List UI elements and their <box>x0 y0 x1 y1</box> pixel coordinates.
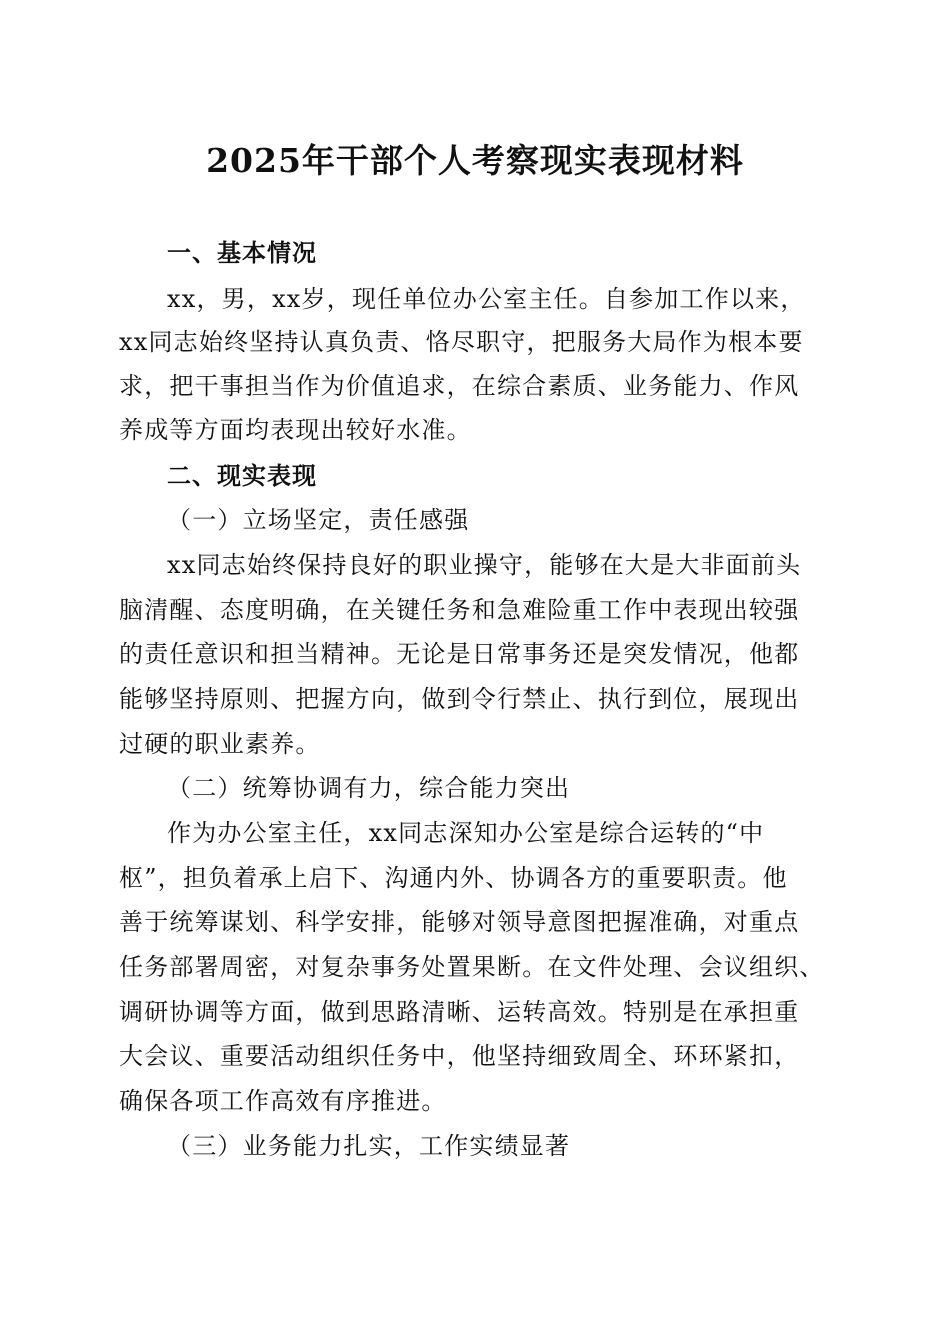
paragraph-line: 求，把干事担当作为价值追求，在综合素质、业务能力、作风 <box>119 372 800 400</box>
document-title: 2025年干部个人考察现实表现材料 <box>206 141 744 180</box>
paragraph-line: 脑清醒、态度明确，在关键任务和急难险重工作中表现出较强 <box>119 596 800 624</box>
paragraph-line: 确保各项工作高效有序推进。 <box>119 1087 447 1115</box>
paragraph-line: 作为办公室主任，xx同志深知办公室是综合运转的“中 <box>167 819 765 847</box>
paragraph-line: 的责任意识和担当精神。无论是日常事务还是突发情况，他都 <box>119 640 800 668</box>
paragraph-line: 善于统筹谋划、科学安排，能够对领导意图把握准确，对重点 <box>119 908 800 936</box>
subsection-heading-1: （一）立场坚定，责任感强 <box>167 506 470 534</box>
paragraph-line: 调研协调等方面，做到思路清晰、运转高效。特别是在承担重 <box>119 998 800 1026</box>
paragraph-line: xx同志始终坚持认真负责、恪尽职守，把服务大局作为根本要 <box>119 328 804 356</box>
paragraph-line: 能够坚持原则、把握方向，做到令行禁止、执行到位，展现出 <box>119 685 800 713</box>
section-heading-basic-info: 一、基本情况 <box>167 239 317 267</box>
paragraph-line: xx，男，xx岁，现任单位办公室主任。自参加工作以来， <box>167 285 806 313</box>
section-heading-performance: 二、现实表现 <box>167 462 317 490</box>
paragraph-line: 养成等方面均表现出较好水准。 <box>119 416 472 444</box>
paragraph-line: 大会议、重要活动组织任务中，他坚持细致周全、环环紧扣， <box>119 1042 800 1070</box>
paragraph-line: 过硬的职业素养。 <box>119 730 321 758</box>
paragraph-line: 任务部署周密，对复杂事务处置果断。在文件处理、会议组织、 <box>119 953 825 981</box>
paragraph-line: 枢”，担负着承上启下、沟通内外、协调各方的重要职责。他 <box>119 864 788 892</box>
subsection-heading-3: （三）业务能力扎实，工作实绩显著 <box>167 1132 571 1160</box>
subsection-heading-2: （二）统筹协调有力，综合能力突出 <box>167 774 571 802</box>
paragraph-line: xx同志始终保持良好的职业操守，能够在大是大非面前头 <box>167 551 802 579</box>
